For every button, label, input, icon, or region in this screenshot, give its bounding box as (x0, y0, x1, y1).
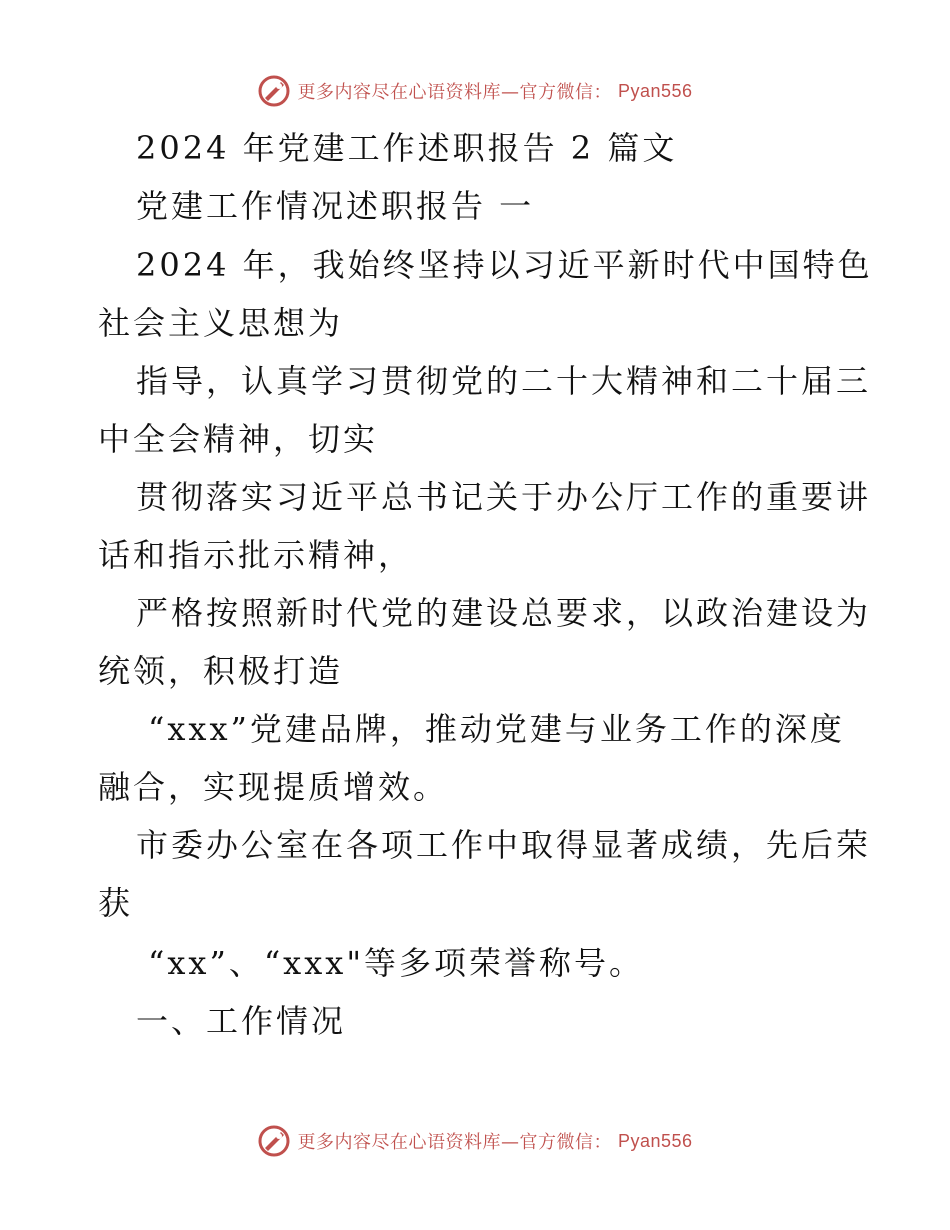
watermark-id: Pyan556 (617, 1130, 693, 1151)
paragraph-line: 指导，认真学习贯彻党的二十大精神和二十届三 (136, 362, 872, 400)
paragraph-line: 获 (98, 884, 134, 922)
paragraph-line: “xxx”党建品牌，推动党建与业务工作的深度 (148, 710, 845, 748)
watermark-id: Pyan556 (617, 80, 693, 101)
doc-title: 2024 年党建工作述职报告 2 篇文 (136, 129, 678, 167)
paragraph-line: 市委办公室在各项工作中取得显著成绩，先后荣 (136, 826, 872, 864)
paragraph-line: “xx”、“xxx"等多项荣誉称号。 (148, 944, 645, 982)
paragraph-line: 贯彻落实习近平总书记关于办公厅工作的重要讲 (136, 478, 872, 516)
paragraph-line: 2024 年，我始终坚持以习近平新时代中国特色 (136, 246, 873, 284)
logo-icon (257, 1124, 291, 1158)
doc-subtitle: 党建工作情况述职报告 一 (136, 187, 535, 225)
paragraph-line: 严格按照新时代党的建设总要求，以政治建设为 (136, 594, 872, 632)
paragraph-line: 中全会精神，切实 (98, 420, 379, 458)
paragraph-line: 融合，实现提质增效。 (98, 768, 449, 806)
footer-watermark (0, 1124, 950, 1158)
header-watermark (0, 74, 950, 108)
watermark-text: 更多内容尽在心语资料库—官方微信： (297, 82, 612, 103)
paragraph-line: 话和指示批示精神， (98, 536, 414, 574)
watermark-text: 更多内容尽在心语资料库—官方微信： (297, 1132, 612, 1153)
logo-icon (257, 74, 291, 108)
section-heading: 一、工作情况 (136, 1002, 347, 1040)
paragraph-line: 社会主义思想为 (98, 304, 344, 342)
paragraph-line: 统领，积极打造 (98, 652, 344, 690)
